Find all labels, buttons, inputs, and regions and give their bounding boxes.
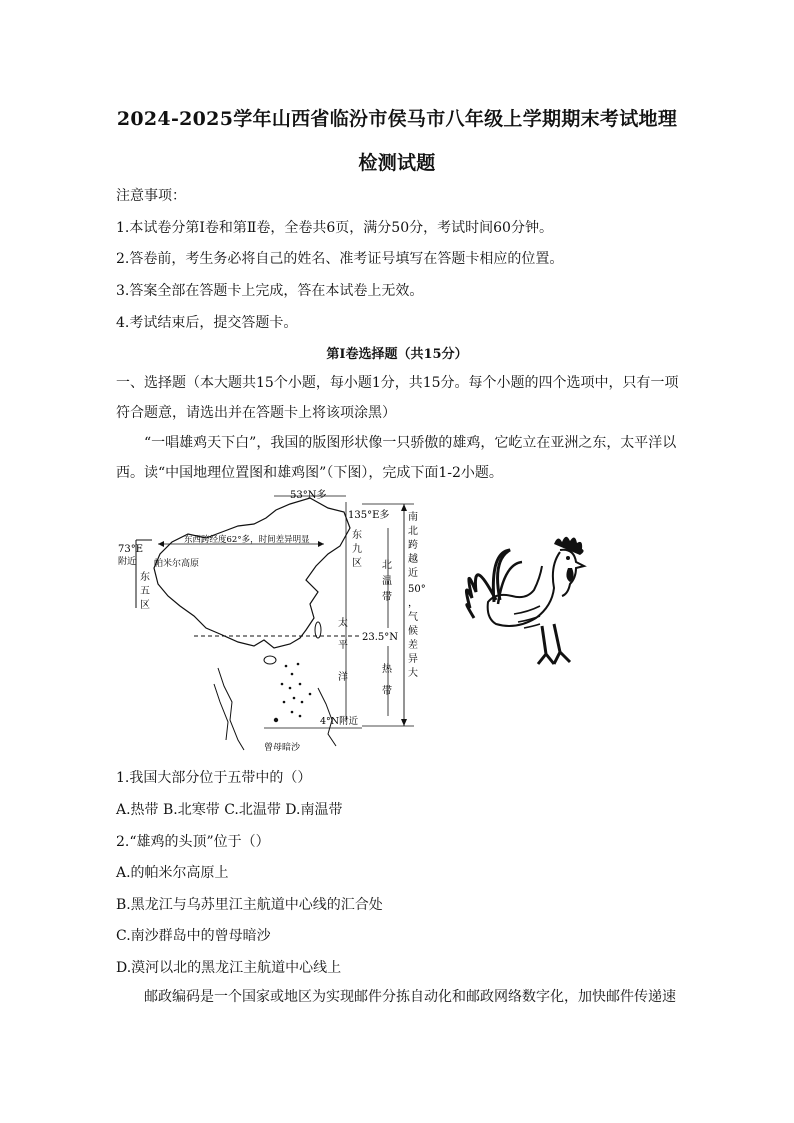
question-1-stem: 1.我国大部分位于五带中的（） [116, 770, 312, 786]
notice-item-2: 2.答卷前，考生务必将自己的姓名、准考证号填写在答题卡相应的位置。 [116, 251, 564, 267]
question-2-option-d: D.漠河以北的黑龙江主航道中心线上 [116, 960, 342, 976]
trailing-paragraph: 邮政编码是一个国家或地区为实现邮件分拣自动化和邮政网络数字化，加快邮件传递速 [144, 989, 676, 1005]
passage: “一唱雄鸡天下白”，我国的版图形状像一只骄傲的雄鸡，它屹立在亚洲之东，太平洋以西。读“中国地理位置图和雄鸡图”（下图），完成下面1-2小题。 [116, 435, 677, 481]
rooster-illustration [464, 530, 604, 680]
notice-item-4: 4.考试结束后，提交答题卡。 [116, 315, 298, 331]
label-4n: 4°N附近 [320, 716, 359, 727]
label-pacific: 太平洋 [338, 618, 348, 683]
question-2-option-b: B.黑龙江与乌苏里江主航道中心线的汇合处 [116, 897, 383, 913]
notice-item-1: 1.本试卷分第Ⅰ卷和第Ⅱ卷，全卷共6页，满分50分，考试时间60分钟。 [116, 220, 553, 236]
label-53n: 53°N多 [290, 490, 327, 501]
question-1-options: A.热带 B.北寒带 C.北温带 D.南温带 [116, 802, 343, 818]
section-intro: 一、选择题（本大题共15个小题，每小题1分，共15分。每个小题的四个选项中，只有一项符合题意，请选出并在答题卡上将该项涂黑） [116, 375, 679, 421]
label-zengmu: 曾母暗沙 [264, 743, 301, 753]
question-2-stem: 2.“雄鸡的头顶”位于（） [116, 834, 270, 850]
question-2-option-a: A.的帕米尔高原上 [116, 865, 229, 881]
section-title: 第Ⅰ卷选择题（共15分） [326, 347, 468, 362]
label-135e: 135°E多 [348, 510, 390, 521]
island-dots [274, 663, 312, 723]
label-tropic-23-5n: 23.5°N [362, 632, 399, 643]
label-73e: 73°E [118, 544, 144, 555]
label-west-near: 附近 [118, 557, 137, 567]
notice-heading: 注意事项： [116, 188, 186, 204]
label-ns-span: 南北跨 越近 50° ，气候 差异大 [408, 512, 426, 679]
exam-title-line2: 检测试题 [358, 152, 436, 174]
exam-title-line1: 2024-2025学年山西省临汾市侯马市八年级上学期期末考试地理 [116, 108, 678, 130]
label-east5-zone: 东五区 [140, 572, 150, 611]
label-pamir: 帕米尔高原 [154, 559, 200, 569]
question-2-option-c: C.南沙群岛中的曾母暗沙 [116, 928, 271, 944]
label-tropical-zone: 热带 [382, 664, 392, 697]
notice-item-3: 3.答案全部在答题卡上完成，答在本试卷上无效。 [116, 283, 424, 299]
label-east9-zone: 东九区 [352, 530, 362, 569]
label-north-temperate: 北温带 [382, 560, 392, 603]
label-ew-span: 东西跨经度62°多，时间差异明显 [184, 535, 310, 545]
